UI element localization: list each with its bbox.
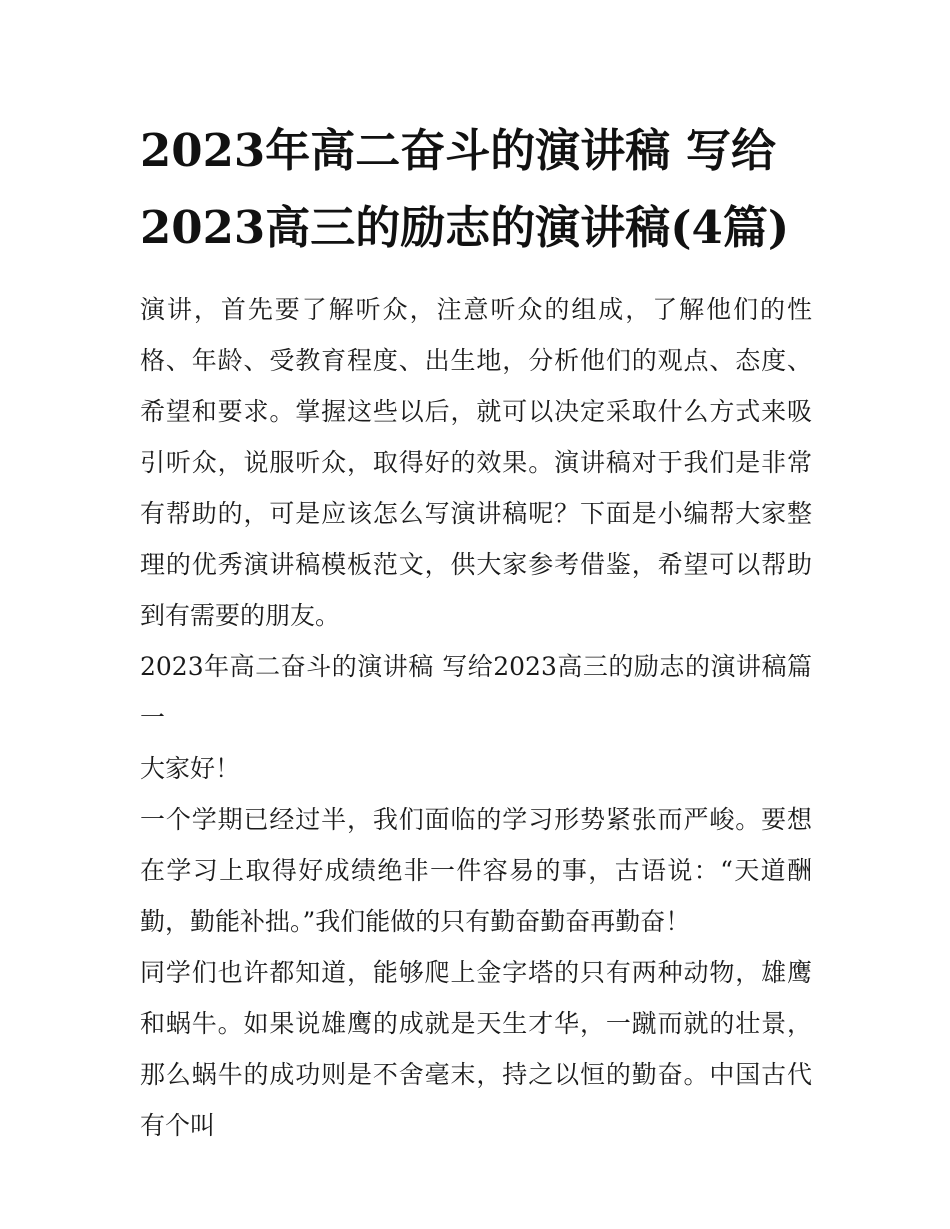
section-heading: 2023年高二奋斗的演讲稿 写给2023高三的励志的演讲稿篇一 [140,652,812,732]
body-paragraph-2: 同学们也许都知道，能够爬上金字塔的只有两种动物，雄鹰和蜗牛。如果说雄鹰的成就是天生才华，一蹴而就的壮景，那么蜗牛的成功则是不舍毫末，持之以恒的勤奋。中国古代有个叫 [140,958,812,1140]
body-paragraph-1: 一个学期已经过半，我们面临的学习形势紧张而严峻。要想在学习上取得好成绩绝非一件容易的事，古语说：“天道酬勤，勤能补拙。”我们能做的只有勤奋勤奋再勤奋！ [140,805,812,936]
greeting-paragraph: 大家好！ [140,754,241,783]
document-page [140,112,812,1151]
document-title: 2023年高二奋斗的演讲稿 写给2023高三的励志的演讲稿(4篇) [140,124,790,254]
intro-paragraph: 演讲，首先要了解听众，注意听众的组成，了解他们的性格、年龄、受教育程度、出生地，分析他们的观点、态度、希望和要求。掌握这些以后，就可以决定采取什么方式来吸引听众，说服听众，取得好的效果。演讲稿对于我们是非常有帮助的，可是应该怎么写演讲稿呢？下面是小编帮大家整理的优秀演讲稿模板范文，供大家参考借鉴，希望可以帮助到有需要的朋友。 [140,295,812,630]
